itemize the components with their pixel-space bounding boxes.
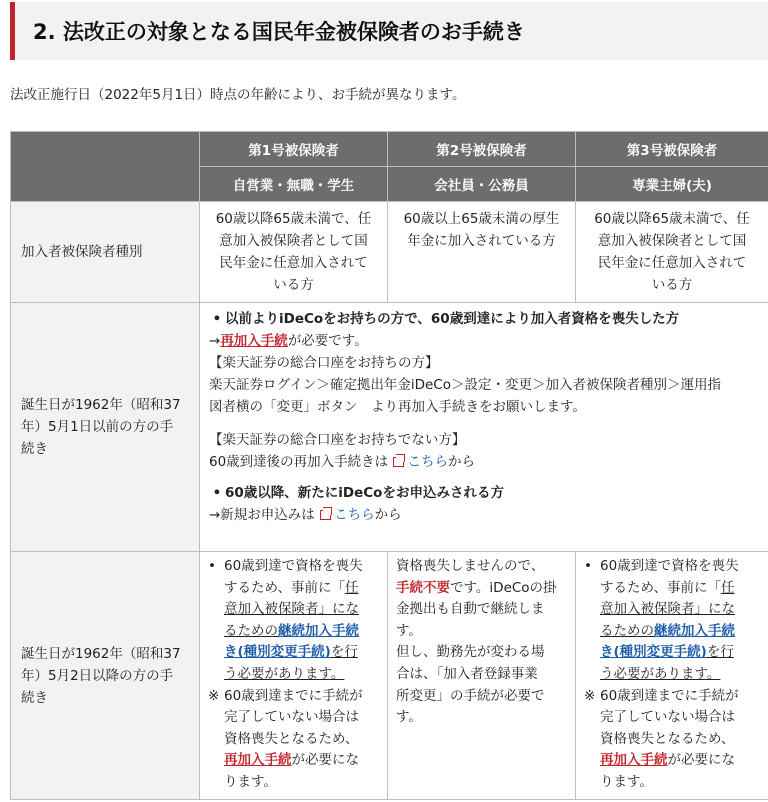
cell-before-procedure: • 以前よりiDeCoをお持ちの方で、60歳到達により加入者資格を喪失した方 →再加入手続が必要です。 【楽天証券の総合口座をお持ちの方】 楽天証券ログイン＞確定拠出年金iDeCo＞設定・変更＞加入者被保険者種別＞運用指 図者横の「変更」ボタン より再加入手続きをお願いします。 【楽天証券の総合口座をお持ちでない方】 60歳到達後の再加入手続きは こちらから • 60歳以降、新たにiDeCoをお申込みされる方 →新規お申込みは こちらから: [200, 303, 768, 552]
cell-type1-insured: 60歳以降65歳未満で、任 意加入被保険者として国 民年金に任意加入されて いる方: [200, 202, 388, 303]
external-link-icon: [393, 457, 404, 467]
header-type3: 第3号被保険者: [576, 132, 768, 167]
external-link-icon: [320, 510, 331, 520]
continuation-link[interactable]: 継続加入手続: [278, 622, 359, 639]
header-type1-sub: 自営業・無職・学生: [200, 167, 388, 202]
bullet-new-application: • 60歳以降、新たにiDeCoをお申込みされる方: [212, 485, 504, 501]
continuation-link-2[interactable]: き(種別変更手続): [224, 644, 331, 661]
cell-type2-insured: 60歳以上65歳未満の厚生 年金に加入されている方: [388, 202, 576, 303]
reenroll-emphasis: 再加入手続: [220, 333, 288, 349]
header-type2: 第2号被保険者: [388, 132, 576, 167]
cell-type3-insured: 60歳以降65歳未満で、任 意加入被保険者として国 民年金に任意加入されて いる方: [576, 202, 768, 303]
continuation-link[interactable]: 継続加入手続: [654, 622, 735, 639]
row-label-insured-type: 加入者被保険者種別: [11, 202, 200, 303]
cell-type1-after: • 60歳到達で資格を喪失 するため、事前に「任 意加入被保険者」にな るための継続加入手続 き(種別変更手続)を行 う必要があります。 ※ 60歳到達までに手続が 完了していない場合は 資格喪失となるため、 再加入手続が必要にな ります。: [200, 552, 388, 800]
reenroll-link[interactable]: こちら: [407, 454, 448, 470]
new-application-link[interactable]: こちら: [334, 507, 375, 523]
header-type1: 第1号被保険者: [200, 132, 388, 167]
header-corner: [11, 132, 200, 202]
row-label-before: 誕生日が1962年（昭和37 年）5月1日以前の方の手 続き: [11, 303, 200, 552]
procedure-table: [10, 131, 768, 800]
bullet-reenroll: • 以前よりiDeCoをお持ちの方で、60歳到達により加入者資格を喪失した方: [212, 311, 680, 327]
header-type2-sub: 会社員・公務員: [388, 167, 576, 202]
header-type3-sub: 専業主婦(夫): [576, 167, 768, 202]
cell-type2-after: 資格喪失しませんので、 手続不要です。iDeCoの掛 金拠出も自動で継続しま す。 但し、勤務先が変わる場 合は、「加入者登録事業 所変更」の手続が必要で す。: [388, 552, 576, 800]
lead-text: 法改正施行日（2022年5月1日）時点の年齢により、お手続が異なります。: [10, 87, 466, 103]
cell-type3-after: • 60歳到達で資格を喪失 するため、事前に「任 意加入被保険者」にな るための継続加入手続 き(種別変更手続)を行 う必要があります。 ※ 60歳到達までに手続が 完了していない場合は 資格喪失となるため、 再加入手続が必要にな ります。: [576, 552, 768, 800]
section-heading: 2. 法改正の対象となる国民年金被保険者のお手続き: [10, 2, 768, 60]
row-label-after: 誕生日が1962年（昭和37 年）5月2日以降の方の手 続き: [11, 552, 200, 800]
continuation-link-2[interactable]: き(種別変更手続): [600, 644, 707, 661]
